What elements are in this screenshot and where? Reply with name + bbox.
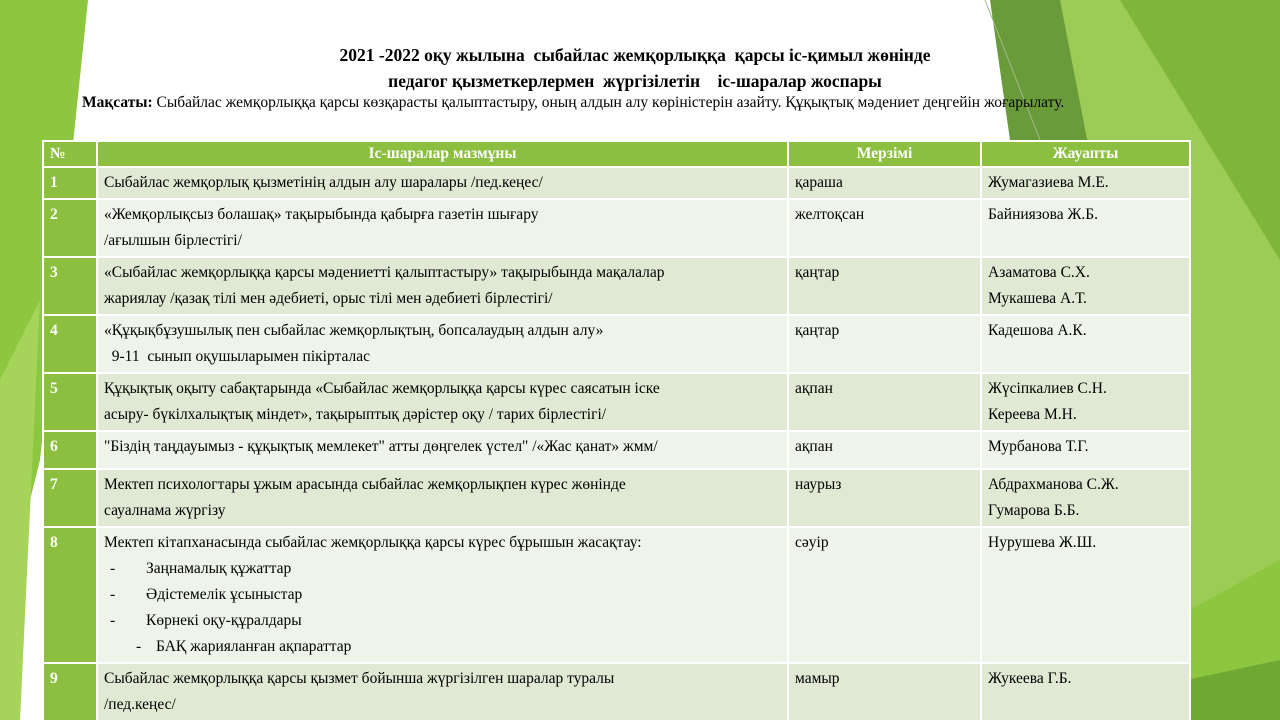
table-row (43, 167, 1190, 199)
row-content (97, 257, 788, 315)
row-deadline: қаңтар (788, 257, 981, 315)
row-content (97, 373, 788, 431)
table-row (43, 257, 1190, 315)
activities-table (42, 140, 1191, 722)
table-row (43, 199, 1190, 257)
list-item-text: Әдістемелік ұсыныстар (146, 586, 303, 603)
row-deadline: желтоқсан (788, 199, 981, 257)
page-title (200, 42, 1070, 94)
responsible-line: Кереева М.Н. (988, 406, 1077, 423)
row-content (97, 527, 788, 663)
content-line: Мектеп психологтары ұжым арасында сыбайлас жемқорлықпен күрес жөнінде (104, 476, 626, 493)
list-item: - Көрнекі оқу-құралдары (110, 612, 302, 629)
header-number: № (43, 141, 97, 167)
row-deadline: мамыр (788, 663, 981, 721)
row-number: 9 (43, 663, 97, 721)
list-item: - Заңнамалық құжаттар (110, 560, 292, 577)
content-line: асыру- бүкілхалықтық міндет», тақырыптық дәрістер оқу / тарих бірлестігі/ (104, 406, 607, 423)
responsible-line: Нурушева Ж.Ш. (988, 534, 1097, 551)
goal-label: Мақсаты: (82, 94, 153, 111)
row-deadline: наурыз (788, 469, 981, 527)
row-number: 1 (43, 167, 97, 199)
row-number: 6 (43, 431, 97, 469)
list-item-text: Заңнамалық құжаттар (146, 560, 292, 577)
table-row (43, 315, 1190, 373)
responsible-line: Абдрахманова С.Ж. (988, 476, 1119, 493)
content-line: «Құқықбұзушылық пен сыбайлас жемқорлықтың, бопсалаудың алдын алу» (104, 322, 604, 339)
row-responsible (981, 663, 1190, 721)
title-line-2: педагог қызметкерлермен жүргізілетін іс-шаралар жоспары (388, 71, 882, 91)
content-line: /пед.кеңес/ (104, 696, 176, 713)
responsible-line: Азаматова С.Х. (988, 264, 1090, 281)
header-responsible: Жауапты (981, 141, 1190, 167)
list-item: - БАҚ жарияланған ақпараттар (136, 638, 352, 655)
row-responsible (981, 315, 1190, 373)
list-item: - Әдістемелік ұсыныстар (110, 586, 303, 603)
row-content (97, 199, 788, 257)
responsible-line: Жумагазиева М.Е. (988, 174, 1109, 191)
row-number: 8 (43, 527, 97, 663)
responsible-line: Кадешова А.К. (988, 322, 1087, 339)
row-responsible (981, 199, 1190, 257)
content-line: 9-11 сынып оқушыларымен пікірталас (104, 348, 370, 365)
table-row (43, 663, 1190, 721)
content-line: "Біздің таңдауымыз - құқықтық мемлекет" атты дөңгелек үстел" /«Жас қанат» жмм/ (104, 438, 658, 455)
content-line: «Жемқорлықсыз болашақ» тақырыбында қабырға газетін шығару (104, 206, 539, 223)
responsible-line: Жүсіпкалиев С.Н. (988, 380, 1107, 397)
row-content (97, 167, 788, 199)
table-row (43, 469, 1190, 527)
goal-text: Сыбайлас жемқорлыққа қарсы көзқарасты қалыптастыру, оның алдын алу көріністерін азайту. Құқықтық мәдениет деңгейін жоғарылату. (152, 94, 1065, 111)
row-number: 3 (43, 257, 97, 315)
content-line: /ағылшын бірлестігі/ (104, 232, 242, 249)
row-content (97, 469, 788, 527)
row-deadline: сәуір (788, 527, 981, 663)
content-line: Сыбайлас жемқорлық қызметінің алдын алу шаралары /пед.кеңес/ (104, 174, 543, 191)
row-content (97, 431, 788, 469)
row-deadline: ақпан (788, 373, 981, 431)
row-number: 4 (43, 315, 97, 373)
content-line: «Сыбайлас жемқорлыққа қарсы мәдениетті қалыптастыру» тақырыбында мақалалар (104, 264, 665, 281)
row-deadline: қараша (788, 167, 981, 199)
responsible-line: Мукашева А.Т. (988, 290, 1087, 307)
row-responsible (981, 527, 1190, 663)
responsible-line: Мурбанова Т.Г. (988, 438, 1089, 455)
content-line: Құқықтық оқыту сабақтарында «Сыбайлас жемқорлыққа қарсы күрес саясатын іске (104, 380, 660, 397)
row-responsible (981, 257, 1190, 315)
content-line: Сыбайлас жемқорлыққа қарсы қызмет бойынша жүргізілген шаралар туралы (104, 670, 615, 687)
header-content: Іс-шаралар мазмұны (97, 141, 788, 167)
table-row (43, 431, 1190, 469)
responsible-line: Байниязова Ж.Б. (988, 206, 1098, 223)
header-deadline: Мерзімі (788, 141, 981, 167)
row-number: 5 (43, 373, 97, 431)
table-header-row (43, 141, 1190, 167)
row-responsible (981, 373, 1190, 431)
title-line-1: 2021 -2022 оқу жылына сыбайлас жемқорлыққа қарсы іс-қимыл жөнінде (339, 45, 931, 65)
goal-paragraph (82, 90, 1192, 115)
row-responsible (981, 469, 1190, 527)
content-line: сауалнама жүргізу (104, 502, 226, 519)
row-number: 7 (43, 469, 97, 527)
content-line: Мектеп кітапханасында сыбайлас жемқорлыққа қарсы күрес бұрышын жасақтау: (104, 534, 642, 551)
row-responsible (981, 431, 1190, 469)
row-deadline: ақпан (788, 431, 981, 469)
content-line: жариялау /қазақ тілі мен әдебиеті, орыс тілі мен әдебиеті бірлестігі/ (104, 290, 553, 307)
row-content (97, 663, 788, 721)
table-row (43, 373, 1190, 431)
table-row (43, 527, 1190, 663)
responsible-line: Жукеева Г.Б. (988, 670, 1072, 687)
list-item-text: Көрнекі оқу-құралдары (146, 612, 302, 629)
row-content (97, 315, 788, 373)
row-responsible (981, 167, 1190, 199)
list-item-text: БАҚ жарияланған ақпараттар (156, 638, 352, 655)
row-number: 2 (43, 199, 97, 257)
responsible-line: Гумарова Б.Б. (988, 502, 1080, 519)
row-deadline: қаңтар (788, 315, 981, 373)
